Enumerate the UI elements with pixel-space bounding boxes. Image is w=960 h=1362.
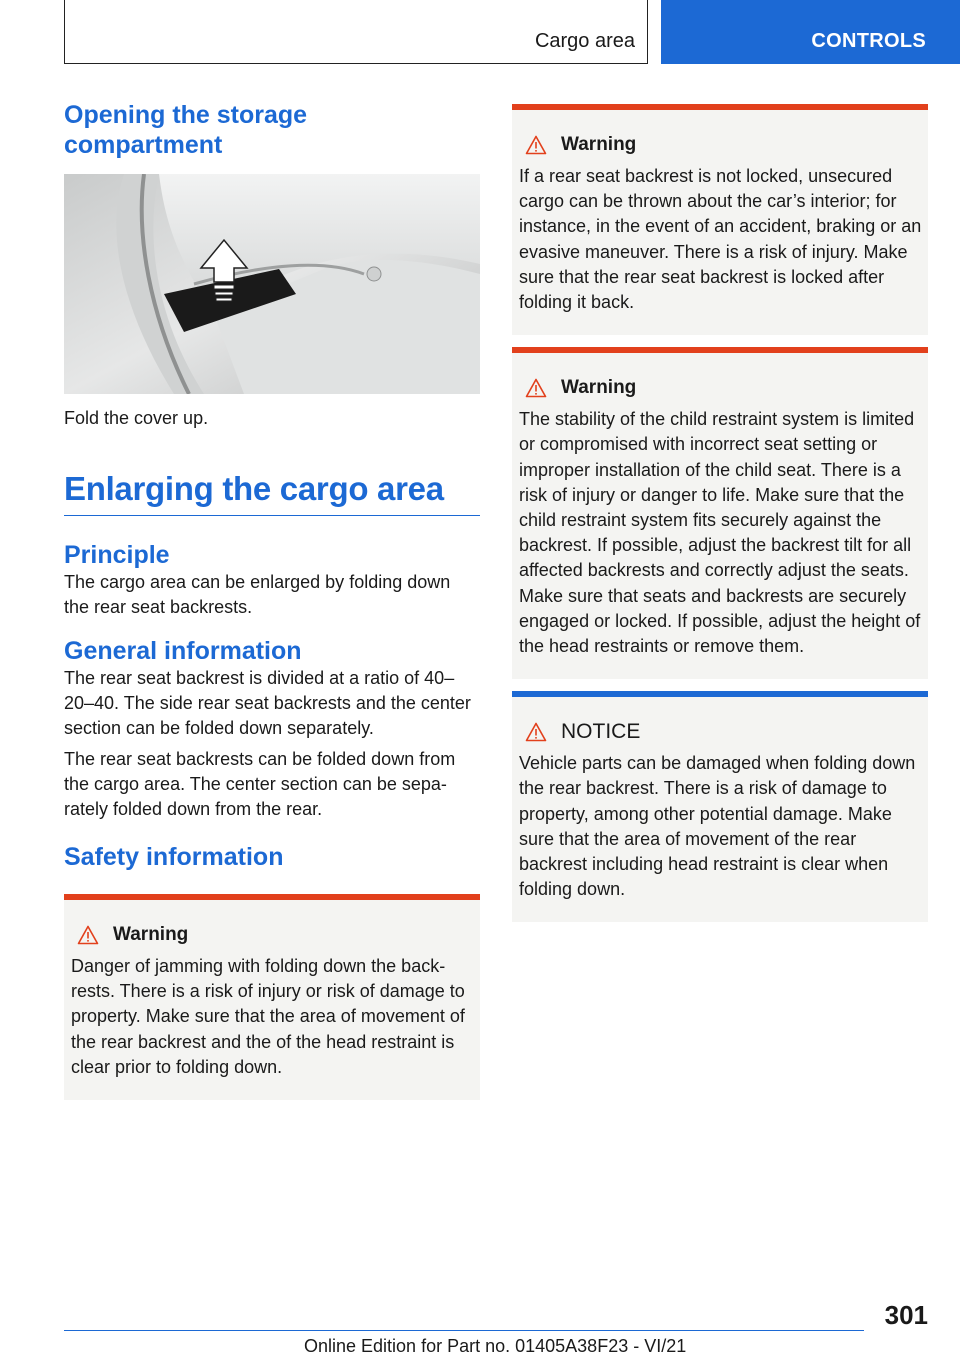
opening-heading: Opening the storage compartment bbox=[64, 101, 308, 159]
fold-instruction: Fold the cover up. bbox=[64, 408, 209, 428]
section-title: Cargo area bbox=[534, 30, 635, 52]
warning-title: Warning bbox=[561, 377, 637, 399]
left-column bbox=[64, 100, 480, 1100]
page-number: 301 bbox=[884, 1300, 928, 1330]
warning-box-child-restraint bbox=[512, 347, 928, 679]
edition-text: Online Edition for Part no. 01405A38F23 - VI/21 bbox=[304, 1336, 687, 1356]
chapter-tab-label: CONTROLS bbox=[811, 30, 926, 52]
principle-text: The cargo area can be enlarged by folding down the rear seat backrests. bbox=[64, 572, 451, 617]
warning-text: The stability of the child restraint system is limited or compromised with incorrect seat setting or improper installation of the child seat. There is a risk of injury or danger to life. Make sure that the child restraint system fits securely against the backrest. If possible, adjust the backrest tilt for all affected backrests and correctly adjust the seats. Make sure that seats and backrests are securely engaged or locked. If possible, adjust the height of the head restraints or remove them. bbox=[519, 409, 921, 657]
main-heading: Enlarging the cargo area bbox=[64, 469, 480, 516]
general-info-text-1: The rear seat backrest is divided at a ratio of 40–20–40. The side rear seat backrests and the center section can be folded down separately. bbox=[64, 668, 471, 738]
notice-triangle-icon bbox=[525, 722, 547, 742]
principle-heading: Principle bbox=[64, 541, 170, 569]
general-info-heading: General information bbox=[64, 637, 302, 665]
notice-box bbox=[512, 691, 928, 922]
warning-title-row bbox=[71, 922, 474, 948]
warning-text: Danger of jamming with folding down the backrests. There is a risk of injury or risk of damage to property. Make sure that the area of movement of the rear backrest and the of the head restraint is clear prior to folding down. bbox=[71, 956, 465, 1077]
header-frame bbox=[64, 0, 648, 64]
notice-title: NOTICE bbox=[561, 720, 641, 744]
chapter-tab[interactable] bbox=[661, 0, 960, 64]
warning-box-jamming bbox=[64, 894, 480, 1100]
warning-triangle-icon bbox=[525, 378, 547, 398]
notice-title-row bbox=[519, 719, 922, 745]
warning-triangle-icon bbox=[525, 135, 547, 155]
safety-heading: Safety information bbox=[64, 843, 284, 871]
right-column bbox=[512, 104, 928, 922]
storage-compartment-image bbox=[64, 174, 480, 394]
warning-box-unlocked-backrest bbox=[512, 104, 928, 335]
warning-title-row bbox=[519, 375, 922, 401]
warning-triangle-icon bbox=[77, 925, 99, 945]
notice-text: Vehicle parts can be damaged when folding down the rear backrest. There is a risk of damage to property, among other potential damage. Make sure that the area of movement of the rear backrest including head restraint is clear when folding down. bbox=[519, 753, 916, 900]
warning-title-row bbox=[519, 132, 922, 158]
footer-rule bbox=[64, 1330, 864, 1331]
warning-title: Warning bbox=[561, 134, 637, 155]
warning-text: If a rear seat backrest is not locked, unsecured cargo can be thrown about the car’s interior; for instance, in the event of an accident, braking or an evasive maneuver. There is a risk of injury. Make sure that the rear seat backrest is locked after folding it back. bbox=[519, 166, 922, 313]
general-info-text-2: The rear seat backrests can be folded down from the cargo area. The center section can be separately folded down from the rear. bbox=[64, 749, 456, 819]
warning-title: Warning bbox=[113, 924, 189, 945]
